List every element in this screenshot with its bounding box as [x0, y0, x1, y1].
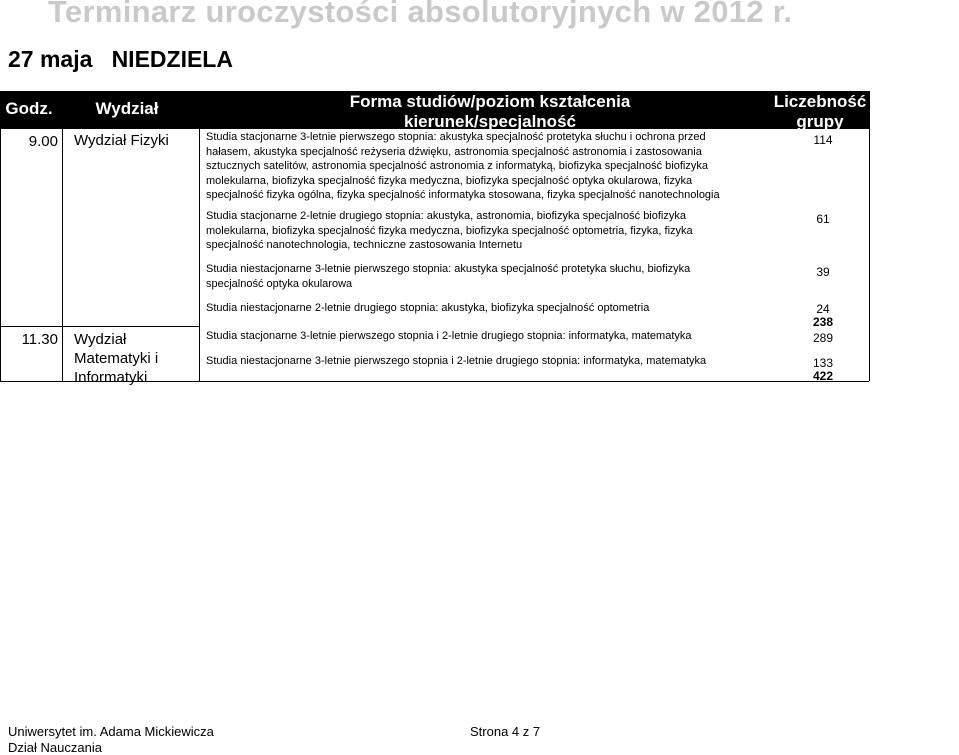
table-row-program: Studia niestacjonarne 3-letnie pierwszego stopnia i 2-letnie drugiego stopnia: informatyka, matematyka: [206, 355, 707, 367]
table-row-program: Studia stacjonarne 3-letnie pierwszego stopnia i 2-letnie drugiego stopnia: informatyka, matematyka: [206, 330, 692, 342]
table-row-program: Studia stacjonarne 2-letnie drugiego stopnia: akustyka, astronomia, biofizyka specjalność biofizyka molekularna, biofizyka specjalność fizyka medyczna, biofizyka specjalność optometria, fizyka, fizyka specjalność nanotechnologia, techniczne zastosowania Internetu: [206, 210, 693, 251]
column-header-program-line2: kierunek/specjalność: [404, 112, 576, 131]
column-header-count-line1: Liczebność: [773, 92, 867, 111]
table-row-count: 39: [816, 265, 830, 279]
block-faculty: Wydział Matematyki i Informatyki: [74, 331, 159, 386]
table-divider-faculty: [199, 129, 200, 381]
date-heading: 27 maja NIEDZIELA: [8, 46, 233, 72]
table-row-count: 289: [812, 331, 834, 345]
table-border-left: [0, 129, 1, 381]
column-header-count-line2: grupy: [796, 112, 844, 131]
footer-department: Dział Nauczania: [8, 740, 102, 755]
table-row-program: Studia niestacjonarne 2-letnie drugiego stopnia: akustyka, biofizyka specjalność optometria: [206, 302, 650, 314]
column-header-program-line1: Forma studiów/poziom kształcenia: [349, 92, 631, 111]
table-border-right: [869, 129, 870, 381]
table-row-count: 133: [812, 356, 834, 370]
block-time: 9.00: [28, 133, 58, 150]
table-row-program: Studia stacjonarne 3-letnie pierwszego stopnia: akustyka specjalność protetyka słuchu i ochrona przed hałasem, akustyka specjalność reżyseria dźwięku, astronomia specjalność astronomia i zastosowania sztucznych satelitów, astronomia specjalność astronomia z informatyką, biofizyka specjalność biofizyka molekularna, biofizyka specjalność fizyka medyczna, biofizyka specjalność optyka okularowa, fizyka specjalność fizyka ogólna, fizyka specjalność informatyka stosowana, fizyka specjalność nanotechnologia: [206, 131, 720, 201]
footer-page-number: Strona 4 z 7: [470, 724, 541, 739]
document-title-watermark: Terminarz uroczystości absolutoryjnych w 2012 r.: [48, 0, 793, 29]
block-total: 238: [812, 315, 834, 329]
column-header-count: [770, 92, 870, 132]
block-separator: [0, 326, 199, 327]
table-row-count: 114: [813, 133, 833, 147]
footer-university: Uniwersytet im. Adama Mickiewicza: [8, 724, 214, 739]
table-row-program: Studia niestacjonarne 3-letnie pierwszego stopnia: akustyka specjalność protetyka słuchu, biofizyka specjalność optyka okularowa: [206, 263, 691, 290]
column-header-faculty: Wydział: [95, 99, 159, 118]
table-row-count: 24: [816, 302, 830, 316]
table-header: [0, 91, 870, 129]
column-header-program: [210, 92, 770, 132]
column-header-time: Godz.: [5, 99, 53, 118]
block-time: 11.30: [21, 331, 58, 348]
block-total: 422: [812, 369, 834, 383]
table-row-count: 61: [816, 212, 830, 226]
table-divider-time: [62, 129, 63, 381]
block-faculty: Wydział Fizyki: [74, 132, 169, 149]
